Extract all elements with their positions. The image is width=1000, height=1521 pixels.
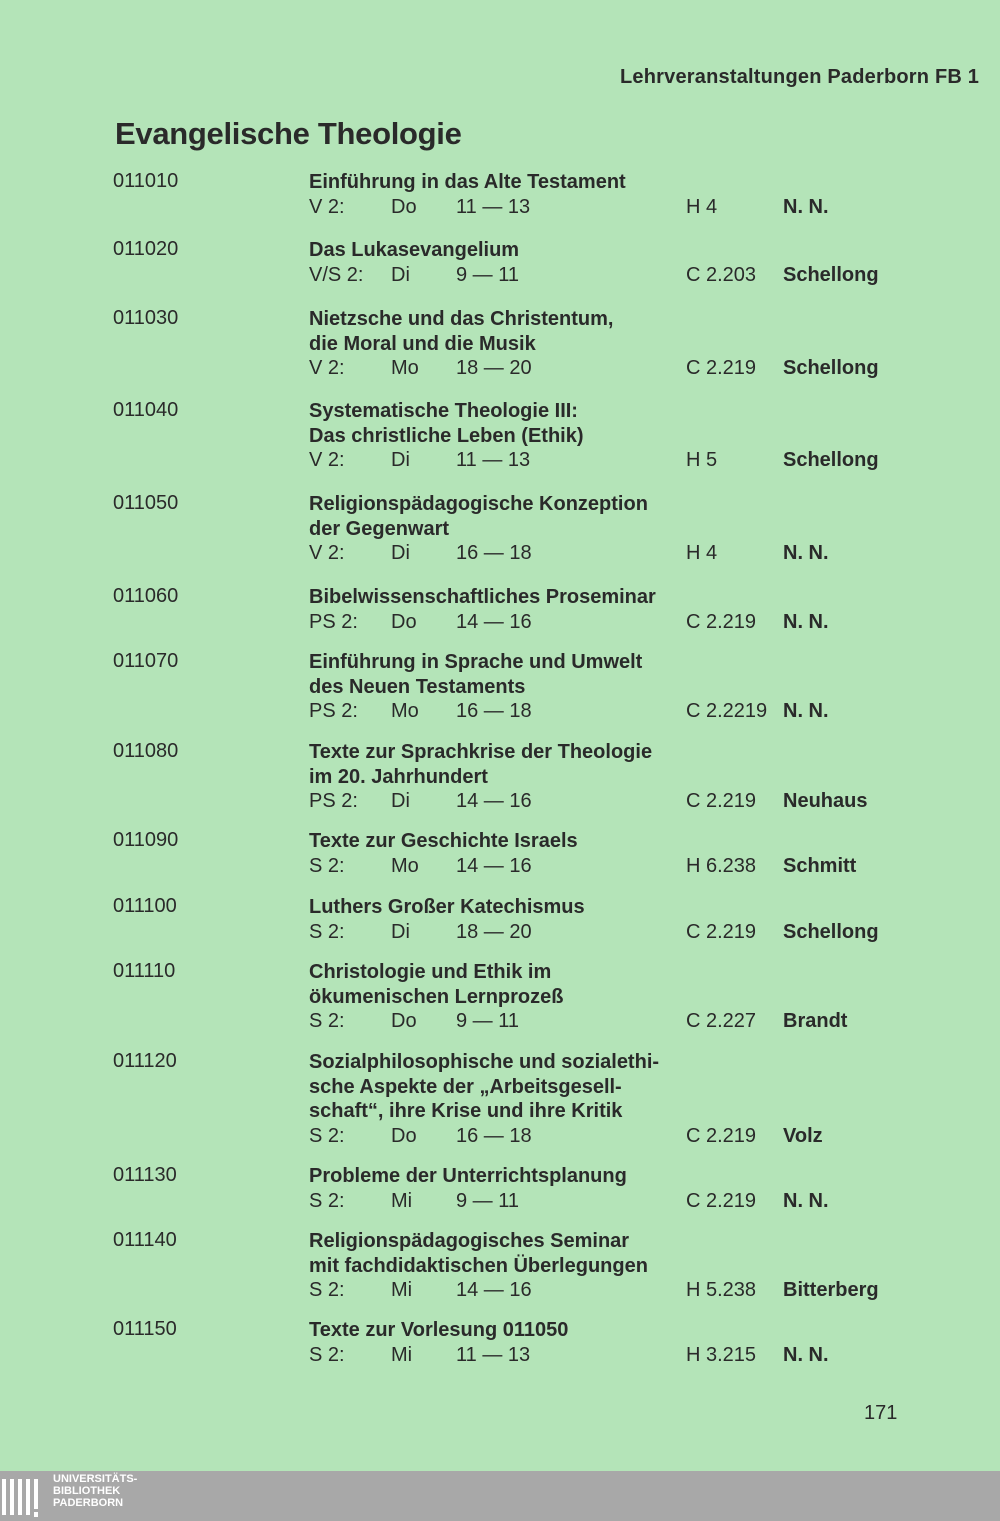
course-title-line: Nietzsche und das Christentum, xyxy=(309,308,614,330)
course-day: Do xyxy=(391,610,417,633)
section-title: Evangelische Theologie xyxy=(115,116,462,151)
course-time: 16 — 18 xyxy=(456,700,532,722)
course-lecturer: Volz xyxy=(783,1124,823,1147)
library-line-2: BIBLIOTHEK xyxy=(53,1485,121,1497)
course-type: PS 2: xyxy=(309,610,358,633)
course-schedule xyxy=(0,920,1000,945)
course-lecturer: N. N. xyxy=(783,610,829,633)
course-room: H 5 xyxy=(686,449,718,471)
course-number: 011030 xyxy=(113,307,179,329)
course-room: C 2.219 xyxy=(686,790,757,812)
course-details xyxy=(0,1164,1000,1213)
course-day: Di xyxy=(391,263,410,286)
course-lecturer: N. N. xyxy=(783,700,829,722)
course-room: H 4 xyxy=(686,195,718,218)
course-room: C 2.219 xyxy=(686,610,757,633)
course-schedule xyxy=(0,448,1000,473)
course-day: Di xyxy=(391,920,410,943)
course-lecturer: N. N. xyxy=(783,1189,829,1212)
course-lecturer: Schellong xyxy=(783,920,879,943)
course-room: C 2.219 xyxy=(686,1124,757,1147)
course-number: 011110 xyxy=(113,960,176,982)
course-day: Di xyxy=(391,790,410,812)
course-number: 011130 xyxy=(113,1164,177,1186)
course-number: 011080 xyxy=(113,740,179,762)
course-schedule xyxy=(0,541,1000,566)
course-title-line: Das Lukasevangelium xyxy=(309,239,520,261)
course-details xyxy=(0,307,1000,381)
course-room: H 4 xyxy=(686,542,718,564)
course-type: V 2: xyxy=(309,542,345,564)
course-schedule xyxy=(0,610,1000,635)
course-lecturer: Schmitt xyxy=(783,854,857,877)
course-room: C 2.2219 xyxy=(686,700,768,722)
course-details xyxy=(0,170,1000,219)
course-title-line: Christologie und Ethik im xyxy=(309,961,552,983)
course-title-line: sche Aspekte der „Arbeitsgesell- xyxy=(309,1075,622,1098)
course-schedule xyxy=(0,854,1000,879)
course-schedule xyxy=(0,356,1000,381)
course-lecturer: Neuhaus xyxy=(783,790,868,812)
course-details xyxy=(0,829,1000,878)
course-day: Do xyxy=(391,1124,417,1147)
library-line-1: UNIVERSITÄTS- xyxy=(53,1473,138,1485)
course-details xyxy=(0,650,1000,724)
course-room: H 5.238 xyxy=(686,1279,757,1301)
course-room: C 2.219 xyxy=(686,357,757,379)
course-details xyxy=(0,895,1000,944)
course-room: H 6.238 xyxy=(686,854,757,877)
course-time: 9 — 11 xyxy=(456,263,519,286)
course-time: 14 — 16 xyxy=(456,790,532,812)
course-title-line: Texte zur Sprachkrise der Theologie xyxy=(309,741,653,763)
course-time: 16 — 18 xyxy=(456,542,532,564)
course-day: Mi xyxy=(391,1279,413,1301)
course-time: 11 — 13 xyxy=(456,1343,531,1366)
course-lecturer: Schellong xyxy=(783,357,879,379)
course-title-line: Das christliche Leben (Ethik) xyxy=(309,424,584,447)
course-time: 14 — 16 xyxy=(456,1279,532,1301)
course-room: C 2.227 xyxy=(686,1010,757,1032)
course-day: Do xyxy=(391,1010,417,1032)
course-title-line: Einführung in Sprache und Umwelt xyxy=(309,651,643,673)
course-room: C 2.219 xyxy=(686,920,757,943)
course-time: 18 — 20 xyxy=(456,357,532,379)
course-room: C 2.219 xyxy=(686,1189,757,1212)
course-title-line: Religionspädagogische Konzeption xyxy=(309,493,648,515)
course-number: 011150 xyxy=(113,1318,177,1340)
library-name xyxy=(53,1473,137,1509)
course-details xyxy=(0,1318,1000,1367)
course-number: 011100 xyxy=(113,895,177,917)
course-schedule xyxy=(0,789,1000,814)
course-day: Do xyxy=(391,195,417,218)
course-time: 16 — 18 xyxy=(456,1124,532,1147)
course-type: PS 2: xyxy=(309,790,358,812)
course-type: V 2: xyxy=(309,357,345,379)
course-title-line: Religionspädagogisches Seminar xyxy=(309,1230,630,1252)
course-time: 9 — 11 xyxy=(456,1010,519,1032)
course-title-line: ökumenischen Lernprozeß xyxy=(309,985,564,1008)
course-details xyxy=(0,238,1000,287)
course-lecturer: N. N. xyxy=(783,542,829,564)
course-lecturer: N. N. xyxy=(783,1343,829,1366)
course-lecturer: Brandt xyxy=(783,1010,848,1032)
course-type: S 2: xyxy=(309,1010,345,1032)
course-day: Mo xyxy=(391,357,419,379)
course-day: Di xyxy=(391,542,410,564)
course-lecturer: Schellong xyxy=(783,263,879,286)
running-head: Lehrveranstaltungen Paderborn FB 1 xyxy=(620,66,980,88)
course-type: PS 2: xyxy=(309,700,358,722)
course-type: S 2: xyxy=(309,920,345,943)
course-lecturer: Bitterberg xyxy=(783,1279,879,1301)
course-time: 11 — 13 xyxy=(456,449,531,471)
course-day: Mi xyxy=(391,1189,413,1212)
course-number: 011040 xyxy=(113,399,179,421)
course-details xyxy=(0,1229,1000,1303)
course-details xyxy=(0,960,1000,1034)
course-number: 011120 xyxy=(113,1050,177,1072)
page-number: 171 xyxy=(864,1402,898,1424)
course-type: V 2: xyxy=(309,449,345,471)
course-lecturer: Schellong xyxy=(783,449,879,471)
course-room: H 3.215 xyxy=(686,1343,757,1366)
course-title-line: Einführung in das Alte Testament xyxy=(309,171,626,193)
course-title-line: schaft“, ihre Krise und ihre Kritik xyxy=(309,1100,623,1122)
course-schedule xyxy=(0,1189,1000,1214)
course-details xyxy=(0,399,1000,473)
course-type: S 2: xyxy=(309,1189,345,1212)
course-details xyxy=(0,740,1000,814)
course-title-line: Probleme der Unterrichtsplanung xyxy=(309,1165,627,1187)
course-type: S 2: xyxy=(309,1343,345,1366)
course-title-line: im 20. Jahrhundert xyxy=(309,765,488,788)
course-schedule xyxy=(0,1124,1000,1149)
course-title-line: Luthers Großer Katechismus xyxy=(309,896,585,918)
course-title-line: der Gegenwart xyxy=(309,517,450,540)
course-type: V 2: xyxy=(309,195,345,218)
course-title-line: des Neuen Testaments xyxy=(309,675,526,698)
library-logo-icon xyxy=(2,1475,46,1519)
course-schedule xyxy=(0,263,1000,288)
course-schedule xyxy=(0,1009,1000,1034)
course-number: 011020 xyxy=(113,238,179,260)
course-time: 14 — 16 xyxy=(456,610,532,633)
course-type: V/S 2: xyxy=(309,263,364,286)
course-schedule xyxy=(0,699,1000,724)
course-number: 011090 xyxy=(113,829,179,851)
course-number: 011140 xyxy=(113,1229,177,1251)
course-title-line: Texte zur Vorlesung 011050 xyxy=(309,1319,569,1341)
course-title-line: Texte zur Geschichte Israels xyxy=(309,830,578,852)
course-number: 011010 xyxy=(113,170,179,192)
course-day: Mo xyxy=(391,700,419,722)
course-title-line: die Moral und die Musik xyxy=(309,332,536,355)
course-number: 011050 xyxy=(113,492,179,514)
course-lecturer: N. N. xyxy=(783,195,829,218)
course-day: Di xyxy=(391,449,410,471)
course-day: Mi xyxy=(391,1343,413,1366)
course-details xyxy=(0,492,1000,566)
course-details xyxy=(0,585,1000,634)
library-footer xyxy=(0,1471,1000,1521)
course-title-line: mit fachdidaktischen Überlegungen xyxy=(309,1254,648,1277)
course-details xyxy=(0,1050,1000,1148)
course-time: 18 — 20 xyxy=(456,920,532,943)
course-title-line: Bibelwissenschaftliches Proseminar xyxy=(309,586,656,608)
course-title-line: Systematische Theologie III: xyxy=(309,400,578,422)
course-schedule xyxy=(0,1343,1000,1368)
course-type: S 2: xyxy=(309,1124,345,1147)
course-schedule xyxy=(0,1278,1000,1303)
course-number: 011060 xyxy=(113,585,179,607)
course-time: 11 — 13 xyxy=(456,195,531,218)
course-time: 14 — 16 xyxy=(456,854,532,877)
course-type: S 2: xyxy=(309,1279,345,1301)
course-title-line: Sozialphilosophische und sozialethi- xyxy=(309,1051,660,1073)
course-day: Mo xyxy=(391,854,419,877)
library-line-3: PADERBORN xyxy=(53,1497,124,1509)
course-room: C 2.203 xyxy=(686,263,757,286)
course-type: S 2: xyxy=(309,854,345,877)
course-schedule xyxy=(0,195,1000,220)
course-number: 011070 xyxy=(113,650,179,672)
course-time: 9 — 11 xyxy=(456,1189,519,1212)
